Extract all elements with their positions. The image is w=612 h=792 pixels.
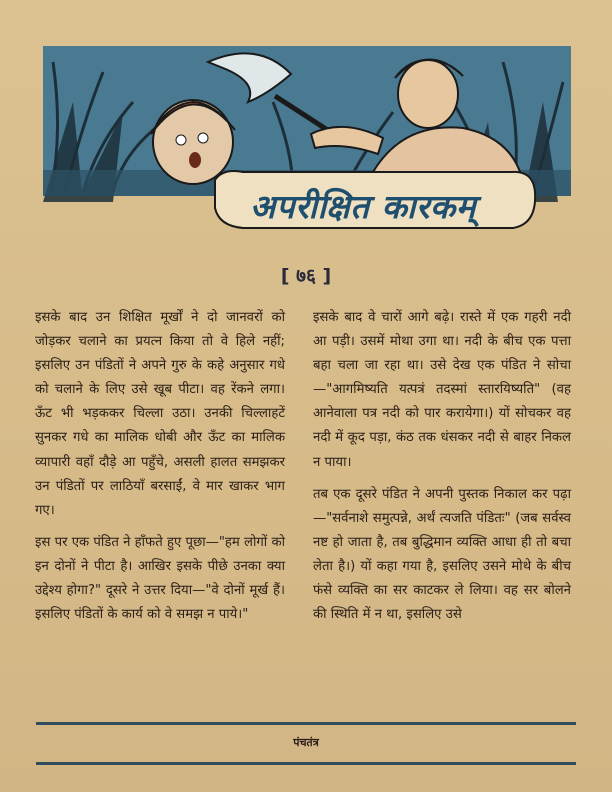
left-paragraph-2: इस पर एक पंडित ने हाँफते हुए पूछा—"हम लोगों को इन दोनों ने पीटा है। आखिर इसके पीछे उनका क्या उद्देश्य होगा?" दूसरे ने उत्तर दिया—"वे दोनों मूर्ख हैं। इसलिए पंडितों के कार्य को वे समझ न पाये।"	[35, 534, 285, 623]
story-title-box	[218, 176, 508, 234]
left-paragraph-1: इसके बाद उन शिक्षित मूर्खों ने दो जानवरों को जोड़कर चलाने का प्रयत्न किया तो वे हिले नहीं; इसलिए उन पंडितों ने अपने गुरु के कहे अनुसार गधे को चलाने के लिए उसे खूब पीटा। वह रेंकने लगा। ऊँट भी भड़ककर चिल्ला उठा। उनकी चिल्लाहटें सुनकर गधे का मालिक धोबी और ऊँट का मालिक व्यापारी वहाँ दौड़े आ पहुँचे, असली हालत समझकर उन पंडितों पर लाठियाँ बरसाईं, वे मार खाकर भाग गए।	[35, 310, 285, 518]
left-column	[35, 306, 285, 635]
right-column	[313, 306, 571, 635]
chapter-number: [ ७६ ]	[280, 265, 332, 287]
right-paragraph-2: तब एक दूसरे पंडित ने अपनी पुस्तक निकाल कर पढ़ा—"सर्वनाशे समुत्पन्ने, अर्थं त्यजति पंडितः" (जब सर्वस्व नष्ट हो जाता है, तब बुद्धिमान व्यक्ति आधा ही तो बचा लेता है।) यों कहा गया है, इसलिए उसने मोथे के बीच फंसे व्यक्ति का सर काटकर ले लिया। वह सर बोलने की स्थिति में न था, इसलिए उसे	[313, 486, 571, 623]
footer-rule-bottom	[36, 762, 576, 765]
right-paragraph-1: इसके बाद वे चारों आगे बढ़े। रास्ते में एक गहरी नदी आ पड़ी। उसमें मोथा उगा था। नदी के बीच एक पत्ता बहा चला जा रहा था। उसे देख एक पंडित ने सोचा—"आगमिष्यति यत्पत्रं तदस्मां स्तारयिष्यति" (वह आनेवाला पत्र नदी को पार करायेगा।) यों सोचकर वह नदी में कूद पड़ा, कंठ तक धंसकर नदी से बाहर निकल न पाया।	[313, 310, 571, 470]
story-title: अपरीक्षित कारकम्	[250, 186, 476, 226]
footer-label: पंचतंत्र	[293, 736, 319, 749]
footer-rule-top	[36, 722, 576, 725]
